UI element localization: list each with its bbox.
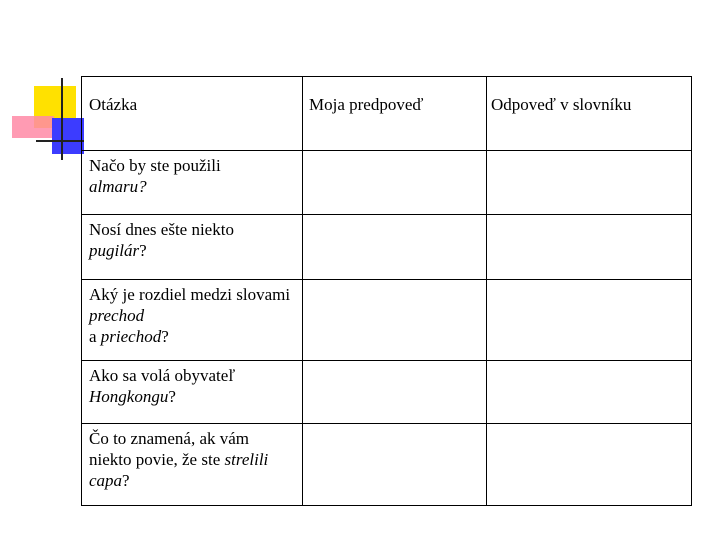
table-row bbox=[82, 361, 692, 424]
question-cell bbox=[82, 151, 303, 215]
question-cell bbox=[82, 361, 303, 424]
question-text: Načo by ste použili bbox=[89, 156, 221, 175]
ornament-red-bar bbox=[12, 116, 54, 138]
question-term: strelili capa bbox=[89, 450, 269, 490]
header-question: Otázka bbox=[82, 77, 303, 151]
question-term: Hongkongu bbox=[89, 387, 169, 406]
question-term: prechod bbox=[89, 306, 145, 325]
prediction-cell[interactable] bbox=[303, 280, 487, 361]
question-term: priechod bbox=[100, 327, 162, 346]
header-dictionary-answer: Odpoveď v slovníku bbox=[487, 77, 692, 151]
question-term: pugilár bbox=[89, 241, 140, 260]
question-cell bbox=[82, 215, 303, 280]
ornament-blue-square bbox=[52, 118, 84, 154]
dictionary-cell[interactable] bbox=[487, 151, 692, 215]
dictionary-cell[interactable] bbox=[487, 215, 692, 280]
table-row bbox=[82, 424, 692, 506]
table-row bbox=[82, 151, 692, 215]
question-cell bbox=[82, 280, 303, 361]
dictionary-cell[interactable] bbox=[487, 361, 692, 424]
question-mark: ? bbox=[139, 241, 147, 260]
prediction-cell[interactable] bbox=[303, 424, 487, 506]
ornament-horizontal-line bbox=[36, 140, 84, 142]
table-row bbox=[82, 280, 692, 361]
header-my-prediction: Moja predpoveď bbox=[303, 77, 487, 151]
question-text: a bbox=[89, 327, 101, 346]
question-text: Čo to znamená, ak vám niekto povie, že ste bbox=[89, 429, 250, 469]
ornament-vertical-line bbox=[61, 78, 63, 160]
question-text: Nosí dnes ešte niekto bbox=[89, 220, 234, 239]
question-mark: ? bbox=[122, 471, 130, 490]
dictionary-cell[interactable] bbox=[487, 280, 692, 361]
dictionary-cell[interactable] bbox=[487, 424, 692, 506]
prediction-cell[interactable] bbox=[303, 215, 487, 280]
prediction-cell[interactable] bbox=[303, 151, 487, 215]
question-mark: ? bbox=[161, 327, 169, 346]
question-term: almaru? bbox=[89, 177, 147, 196]
question-mark: ? bbox=[168, 387, 176, 406]
question-cell bbox=[82, 424, 303, 506]
table-row bbox=[82, 215, 692, 280]
prediction-cell[interactable] bbox=[303, 361, 487, 424]
question-text: Aký je rozdiel medzi slovami bbox=[89, 285, 291, 304]
question-text: Ako sa volá obyvateľ bbox=[89, 366, 236, 385]
table-header-row bbox=[82, 77, 692, 151]
vocabulary-table bbox=[81, 76, 692, 506]
